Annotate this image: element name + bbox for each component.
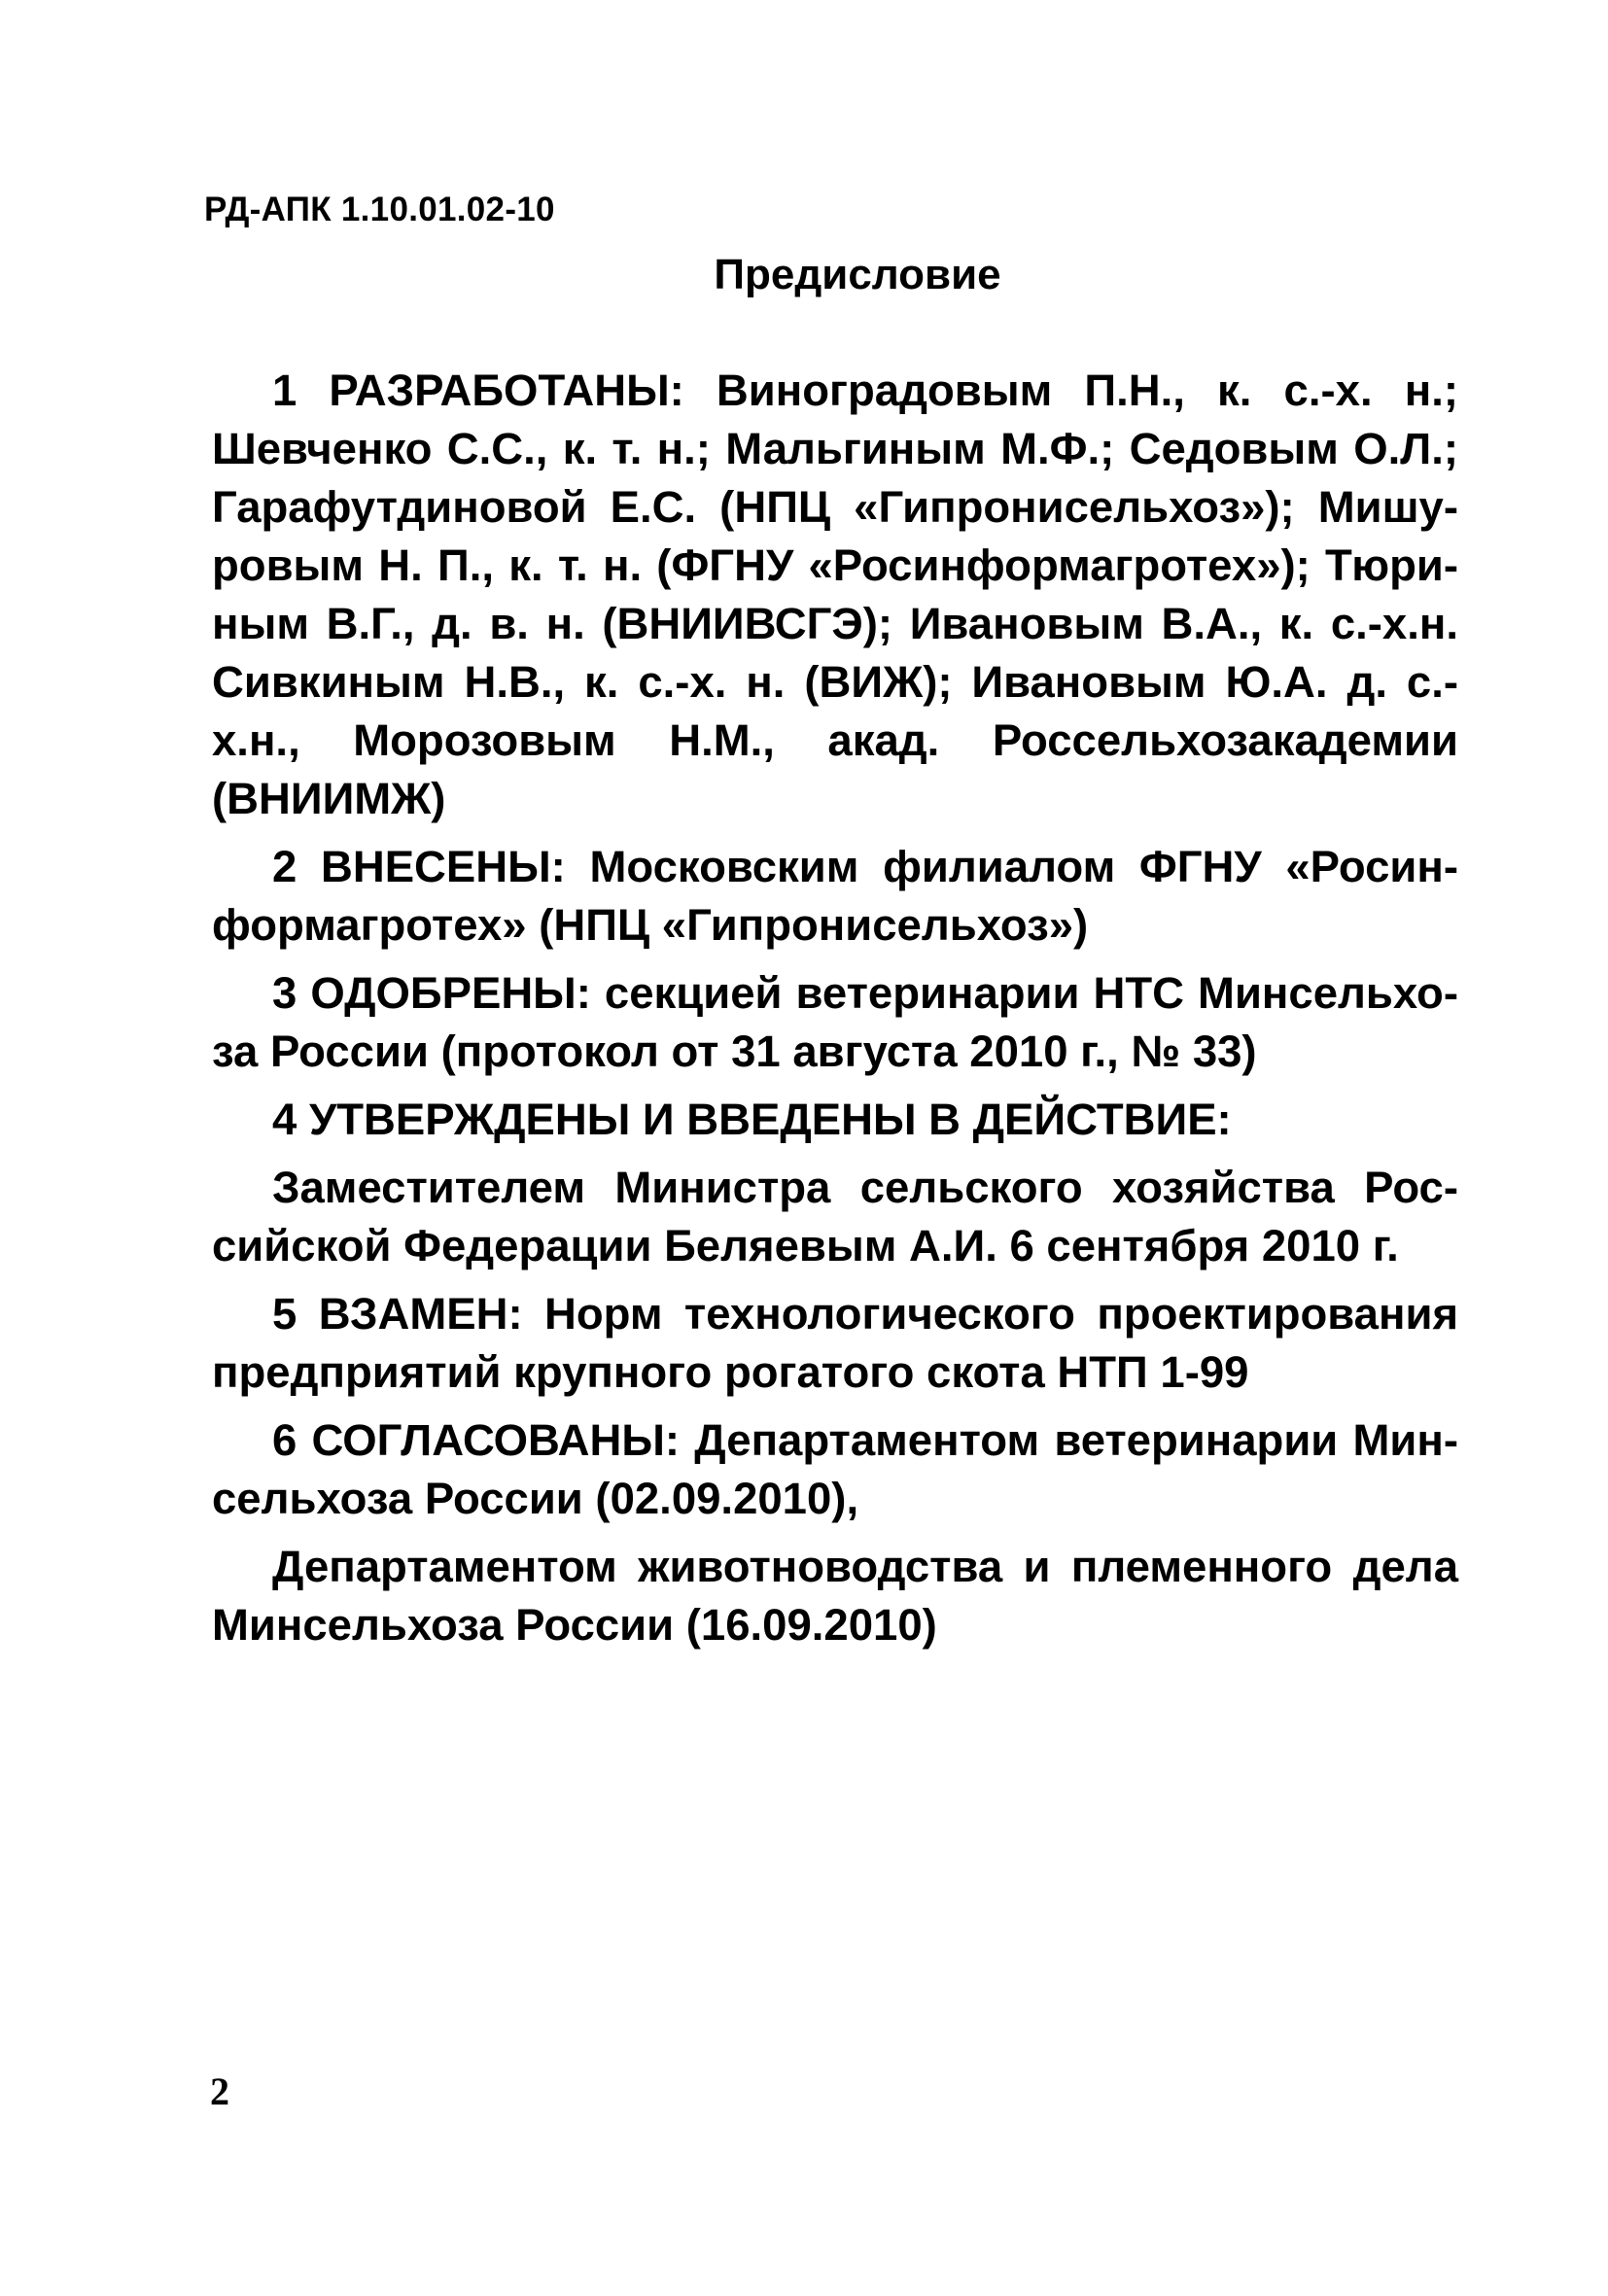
document-code: РД-АПК 1.10.01.02-10 <box>204 191 555 228</box>
item-label: 2 ВНЕСЕНЫ: <box>272 842 566 891</box>
item-text: Департаментом животноводства и племенного дела Минсельхоза России (16.09.2010) <box>212 1542 1458 1650</box>
preface-item-agreed <box>212 1411 1458 1528</box>
page-title-text: Предисловие <box>714 251 1001 298</box>
item-label: 6 СОГЛАСОВАНЫ: <box>272 1415 681 1465</box>
item-text: Заместителем Министра сельского хозяйства Российской Федерации Беляевым А.И. 6 сентября 2010 г. <box>212 1163 1458 1270</box>
preface-item-replaces <box>212 1285 1458 1402</box>
item-text: Виноградовым П.Н., к. с.-х. н.; Шевченко С.С., к. т. н.; Мальгиным М.Ф.; Седовым О.Л.; Гарафутдиновой Е.С. (НПЦ «Гипронисельхоз»); Мишуровым Н. П., к. т. н. (ФГНУ «Росинформагротех»); Тюриным В.Г., д. в. н. (ВНИИВСГЭ); Ивановым В.А., к. с.-х.н. Сивкиным Н.В., к. с.-х. н. (ВИЖ); Ивановым Ю.А. д. с.-х.н., Морозовым Н.М., акад. Россельхозакадемии (ВНИИМЖ) <box>212 365 1458 823</box>
item-text: Норм технологического проектирования предприятий крупного рогатого скота НТП 1-99 <box>212 1289 1458 1397</box>
preface-item-developed <box>212 362 1458 828</box>
preface-body <box>212 362 1458 1664</box>
item-text: Департаментом ветеринарии Минсельхоза России (02.09.2010), <box>212 1415 1458 1523</box>
page-title <box>0 251 1608 299</box>
item-label: 5 ВЗАМЕН: <box>272 1289 523 1339</box>
preface-item-enacted-by <box>212 1159 1458 1275</box>
item-label: 4 УТВЕРЖДЕНЫ И ВВЕДЕНЫ В ДЕЙСТВИЕ: <box>272 1095 1232 1144</box>
preface-item-submitted <box>212 838 1458 955</box>
page-number: 2 <box>210 2070 229 2113</box>
preface-item-agreed-livestock <box>212 1538 1458 1654</box>
preface-item-enacted <box>212 1091 1458 1149</box>
item-text: Московским филиалом ФГНУ «Росинформагротех» (НПЦ «Гипронисельхоз») <box>212 842 1459 950</box>
item-label: 3 ОДОБРЕНЫ: <box>272 968 591 1018</box>
preface-item-approved <box>212 964 1458 1081</box>
item-label: 1 РАЗРАБОТАНЫ: <box>272 365 684 415</box>
item-text: секцией ветеринарии НТС Минсельхоза России (протокол от 31 августа 2010 г., № 33) <box>212 968 1459 1076</box>
